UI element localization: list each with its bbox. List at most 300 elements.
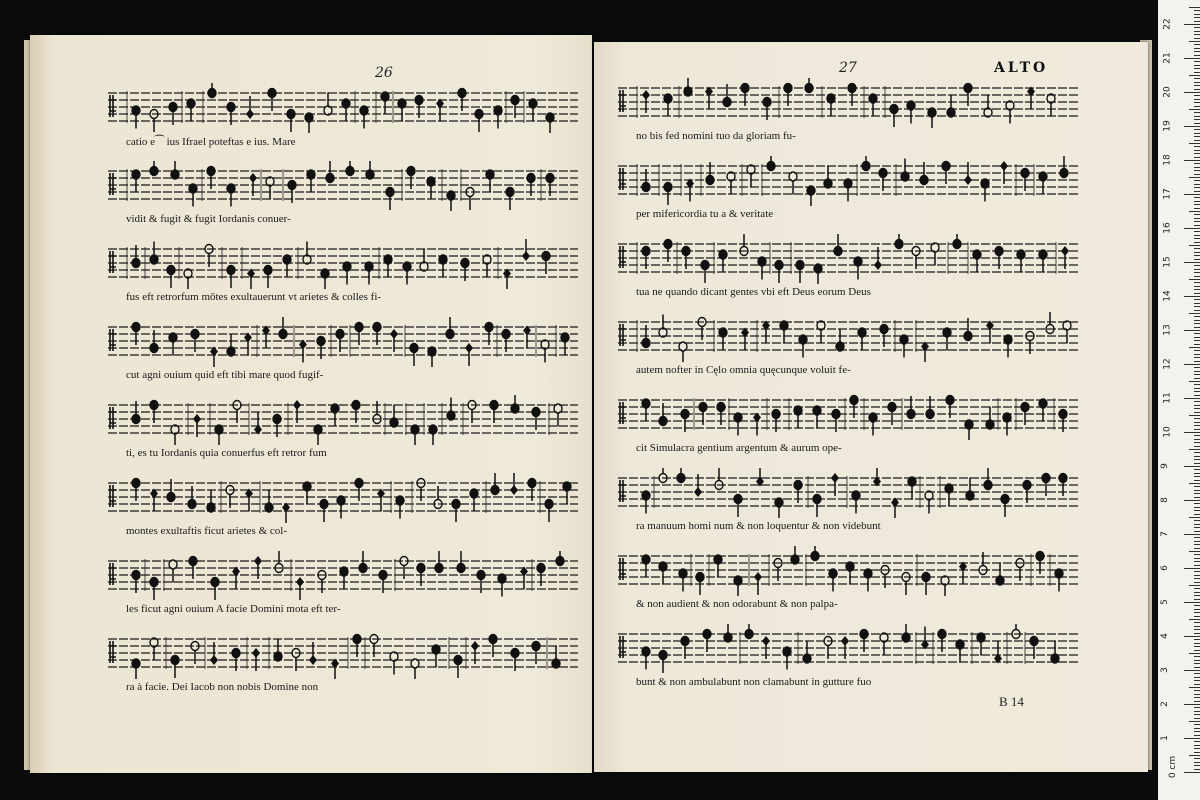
ruler-tick (1194, 425, 1200, 426)
music-note (679, 78, 692, 118)
music-note (536, 325, 549, 363)
music-note (817, 321, 825, 344)
ruler-tick (1194, 238, 1200, 239)
music-note (210, 403, 223, 445)
ruler-tick (1189, 177, 1200, 178)
ruler-number: 1 (1159, 735, 1170, 741)
music-note (740, 234, 748, 256)
ruler-tick (1194, 327, 1200, 328)
ruler-tick (1194, 554, 1200, 555)
ruler-tick (1184, 228, 1200, 229)
ruler-tick (1194, 476, 1200, 477)
voice-label: ALTO (994, 60, 1049, 76)
ruler-tick (1194, 14, 1200, 15)
ruler-tick (1194, 204, 1200, 205)
right-music-staff (618, 78, 1078, 128)
music-note (244, 333, 252, 356)
music-note (171, 161, 179, 179)
ruler-tick (1194, 520, 1200, 521)
ruler-tick (1194, 357, 1200, 358)
music-note (435, 551, 443, 573)
ruler-tick (1194, 293, 1200, 294)
music-note (714, 242, 727, 274)
ruler-tick (1194, 44, 1200, 45)
ruler-tick (1194, 633, 1200, 634)
ruler-tick (1194, 163, 1200, 164)
ruler-number: 11 (1162, 392, 1173, 404)
ruler-tick (1194, 588, 1200, 589)
music-note (406, 403, 419, 445)
left-lyric-line: fus eft retrorfum mōtes exultauerunt vt arietes & colles fi- (126, 291, 382, 303)
music-note (145, 559, 158, 600)
music-note (701, 162, 714, 196)
right-lyric-line: per mifericordia tu a & veritate (636, 208, 774, 220)
ruler-tick (1194, 242, 1200, 243)
ruler-number: 10 (1162, 426, 1173, 438)
left-music-staff (108, 395, 578, 445)
ruler-number: 21 (1162, 52, 1173, 64)
ruler-tick (1194, 65, 1200, 66)
music-note (677, 468, 685, 483)
ruler-tick (1194, 456, 1200, 457)
music-note (679, 342, 687, 362)
music-note (321, 269, 329, 289)
music-note (858, 328, 866, 351)
music-note (298, 242, 311, 280)
music-note (1050, 554, 1063, 592)
ruler-tick (1184, 772, 1200, 773)
ruler-tick (1194, 735, 1200, 736)
ruler-tick (1194, 259, 1200, 260)
music-note (563, 482, 571, 505)
music-note (943, 328, 951, 351)
music-note (179, 247, 192, 289)
music-note (959, 562, 967, 585)
ruler-tick (1184, 704, 1200, 705)
music-note (902, 624, 910, 642)
ruler-tick (1194, 684, 1200, 685)
ruler-number: 9 (1159, 463, 1170, 469)
left-page (30, 35, 592, 773)
music-note (1006, 101, 1014, 124)
right-music-staff (618, 312, 1078, 362)
music-note (232, 567, 240, 590)
ruler-tick (1194, 459, 1200, 460)
left-lyric-line: cut agni ouium quid eft tibi mare quod fugif- (126, 369, 324, 381)
music-note (470, 489, 478, 512)
music-note (483, 255, 491, 278)
ruler-tick (1194, 452, 1200, 453)
music-note (402, 167, 415, 202)
ruler-tick (1194, 612, 1200, 613)
music-note (1054, 398, 1067, 432)
left-music-staff (108, 629, 578, 679)
ruler-tick (1194, 510, 1200, 511)
ruler-tick (1194, 388, 1200, 389)
right-lyric-line: ra manuum homi num & non loquentur & non videbunt (636, 520, 881, 532)
ruler-tick (1184, 636, 1200, 637)
music-note (457, 551, 465, 573)
ruler-tick (1194, 769, 1200, 770)
music-note (691, 554, 704, 595)
ruler-tick (1189, 211, 1200, 212)
music-note (556, 325, 569, 357)
music-note (756, 468, 764, 487)
ruler-tick (1184, 568, 1200, 569)
music-note (727, 172, 735, 195)
ruler-tick (1194, 129, 1200, 130)
ruler-tick (1184, 534, 1200, 535)
ruler-tick (1184, 262, 1200, 263)
ruler-tick (1194, 697, 1200, 698)
ruler-tick (1189, 653, 1200, 654)
ruler-tick (1194, 752, 1200, 753)
ruler-tick (1194, 527, 1200, 528)
ruler-tick (1194, 667, 1200, 668)
ruler-tick (1194, 201, 1200, 202)
ruler-tick (1194, 153, 1200, 154)
ruler-number: 4 (1159, 633, 1170, 639)
ruler-tick (1194, 95, 1200, 96)
left-lyric-line: vidit & fugit & fugit Iordanis conuer- (126, 213, 291, 225)
music-note (770, 242, 783, 283)
music-note (659, 315, 667, 338)
music-note (348, 635, 361, 670)
ruler-tick (1189, 143, 1200, 144)
ruler-tick (1194, 578, 1200, 579)
music-note (1063, 321, 1071, 344)
ruler-tick (1189, 755, 1200, 756)
ruler-tick (1194, 140, 1200, 141)
ruler-tick (1184, 398, 1200, 399)
ruler-tick (1194, 486, 1200, 487)
music-note (522, 239, 530, 261)
ruler-tick (1194, 255, 1200, 256)
ruler-tick (1194, 235, 1200, 236)
ruler-tick (1194, 248, 1200, 249)
ruler-tick (1194, 367, 1200, 368)
ruler-tick (1194, 473, 1200, 474)
ruler-tick (1184, 432, 1200, 433)
music-note (283, 169, 296, 203)
music-note (715, 468, 723, 490)
ruler-tick (1194, 422, 1200, 423)
ruler-number: 13 (1162, 324, 1173, 336)
ruler-tick (1194, 656, 1200, 657)
music-note (428, 347, 436, 367)
music-note (171, 425, 179, 445)
music-note (307, 170, 315, 193)
music-note (753, 413, 761, 436)
ruler-number: 15 (1162, 256, 1173, 268)
ruler-tick (1189, 381, 1200, 382)
music-note (1027, 87, 1035, 110)
ruler-tick (1194, 55, 1200, 56)
ruler-tick (1194, 758, 1200, 759)
ruler-tick (1189, 551, 1200, 552)
ruler-tick (1184, 738, 1200, 739)
right-music-staff (618, 234, 1078, 284)
music-note (366, 161, 374, 179)
music-note (337, 496, 345, 519)
music-note (432, 645, 440, 668)
music-note (780, 321, 788, 344)
music-note (956, 640, 964, 663)
ruler-tick (1194, 741, 1200, 742)
ruler-tick (1184, 466, 1200, 467)
ruler-tick (1194, 265, 1200, 266)
music-note (405, 325, 418, 366)
left-lyric-line: ra à facie. Dei Iacob non nobis Domine non (126, 681, 319, 693)
ruler-tick (1194, 146, 1200, 147)
ruler-tick (1194, 701, 1200, 702)
ruler-tick (1194, 643, 1200, 644)
music-note (779, 84, 792, 119)
ruler-tick (1189, 619, 1200, 620)
music-note (127, 91, 140, 129)
music-note (933, 630, 946, 665)
ruler-tick (1194, 731, 1200, 732)
music-note (166, 637, 179, 678)
ruler-tick (1194, 728, 1200, 729)
ruler-tick (1194, 106, 1200, 107)
music-note (857, 156, 870, 196)
music-note (324, 93, 332, 116)
ruler-tick (1194, 371, 1200, 372)
ruler-tick (1194, 609, 1200, 610)
music-note (984, 468, 992, 490)
ruler-tick (1194, 680, 1200, 681)
right-lyric-line: autem nofter in Cęlo omnia quęcunque voluit fe- (636, 364, 851, 376)
music-note (740, 624, 753, 664)
music-note (222, 247, 235, 288)
music-note (282, 503, 290, 524)
music-note (403, 262, 411, 285)
ruler-tick (1194, 571, 1200, 572)
right-music-staff (618, 156, 1078, 206)
ruler-tick (1184, 670, 1200, 671)
right-music-staff (618, 624, 1078, 674)
ruler-tick (1194, 765, 1200, 766)
ruler-tick (1194, 208, 1200, 209)
music-note (1047, 94, 1055, 117)
ruler-tick (1189, 687, 1200, 688)
music-note (486, 473, 499, 513)
ruler-tick (1184, 194, 1200, 195)
ruler-tick (1194, 616, 1200, 617)
ruler-tick (1194, 599, 1200, 600)
music-note (928, 108, 936, 128)
right-lyric-line: tua ne quando dicant gentes vbi eft Deus eorum Deus (636, 286, 871, 298)
ruler-tick (1189, 449, 1200, 450)
music-note (390, 652, 398, 675)
ruler-tick (1194, 677, 1200, 678)
music-note (659, 562, 667, 585)
ruler-tick (1194, 276, 1200, 277)
ruler-tick (1194, 344, 1200, 345)
ruler-tick (1189, 7, 1200, 8)
ruler-number: 20 (1162, 86, 1173, 98)
music-note (807, 186, 815, 206)
ruler-tick (1194, 531, 1200, 532)
ruler-tick (1194, 102, 1200, 103)
music-note (729, 398, 742, 436)
ruler-tick (1194, 639, 1200, 640)
ruler-tick (1194, 136, 1200, 137)
right-music-staff (618, 546, 1078, 596)
music-note (424, 403, 437, 445)
left-music-staff (108, 161, 578, 211)
ruler-tick (1194, 269, 1200, 270)
music-note (996, 563, 1004, 586)
music-note (411, 659, 419, 679)
music-note (461, 169, 474, 210)
music-note (227, 334, 235, 357)
ruler-tick (1194, 592, 1200, 593)
ruler-tick (1189, 109, 1200, 110)
music-note (540, 481, 553, 522)
right-lyric-line: & non audient & non odorabunt & non palpa- (636, 598, 838, 610)
ruler-tick (1194, 354, 1200, 355)
ruler-tick (1189, 585, 1200, 586)
music-note (642, 399, 650, 422)
ruler-tick (1194, 303, 1200, 304)
music-note (829, 569, 837, 592)
ruler-tick (1194, 48, 1200, 49)
ruler-tick (1194, 116, 1200, 117)
music-note (813, 406, 821, 429)
music-note (498, 574, 506, 597)
ruler-tick (1194, 361, 1200, 362)
music-note (340, 567, 348, 590)
ruler-tick (1194, 51, 1200, 52)
music-note (854, 257, 862, 280)
ruler-tick (1194, 646, 1200, 647)
ruler-tick (1194, 718, 1200, 719)
music-note (724, 624, 732, 642)
music-note (814, 264, 822, 284)
music-note (365, 262, 373, 285)
ruler-tick (1194, 626, 1200, 627)
music-note (245, 489, 253, 512)
music-note (1039, 250, 1047, 273)
right-lyric-line: bunt & non ambulabunt non clamabunt in gutture fuo (636, 676, 872, 688)
music-note (279, 317, 287, 339)
ruler-number: 17 (1162, 188, 1173, 200)
ruler-tick (1194, 762, 1200, 763)
ruler-tick (1194, 218, 1200, 219)
ruler-tick (1194, 316, 1200, 317)
ruler-tick (1194, 707, 1200, 708)
ruler-tick (1194, 629, 1200, 630)
ruler-number: 14 (1162, 290, 1173, 302)
music-note (734, 576, 742, 596)
ruler-tick (1194, 745, 1200, 746)
music-note (1051, 641, 1059, 664)
left-lyric-line: les ficut agni ouium A facie Domini mota eft ter- (126, 603, 341, 615)
music-note (941, 576, 949, 596)
ruler-tick (1194, 123, 1200, 124)
left-lyric-line: catio e⁀ ius Ifrael poteftas e ius. Mare (126, 136, 296, 148)
music-note (808, 476, 821, 517)
music-note (436, 99, 444, 122)
music-note (783, 647, 791, 670)
music-note (150, 638, 158, 661)
music-note (331, 404, 339, 427)
ruler-tick (1194, 541, 1200, 542)
ruler-tick (1194, 174, 1200, 175)
ruler-tick (1194, 412, 1200, 413)
ruler-tick (1189, 41, 1200, 42)
ruler-tick (1194, 214, 1200, 215)
left-music-staff (108, 473, 578, 523)
music-note (920, 476, 933, 514)
ruler-tick (1194, 446, 1200, 447)
music-note (524, 91, 537, 123)
ruler-tick (1194, 337, 1200, 338)
ruler-number: 6 (1159, 565, 1170, 571)
ruler-tick (1194, 503, 1200, 504)
music-note (916, 320, 929, 362)
music-note (546, 113, 554, 133)
music-note (169, 333, 177, 356)
music-note (210, 347, 218, 368)
ruler-tick (1194, 429, 1200, 430)
ruler-number: 5 (1159, 599, 1170, 605)
ruler-tick (1189, 75, 1200, 76)
music-note (342, 99, 350, 122)
music-note (442, 398, 455, 436)
music-note (791, 242, 804, 283)
music-note (305, 113, 313, 133)
ruler-tick (1189, 313, 1200, 314)
ruler-tick (1194, 605, 1200, 606)
ruler-tick (1194, 85, 1200, 86)
music-note (681, 164, 694, 202)
ruler-tick (1189, 517, 1200, 518)
ruler-tick (1194, 408, 1200, 409)
music-note (520, 567, 528, 590)
ruler-tick (1194, 544, 1200, 545)
music-note (132, 659, 140, 679)
ruler-tick (1194, 27, 1200, 28)
ruler-tick (1194, 323, 1200, 324)
ruler-tick (1194, 333, 1200, 334)
music-note (749, 554, 762, 595)
ruler-tick (1184, 58, 1200, 59)
ruler-tick (1194, 537, 1200, 538)
music-note (291, 559, 304, 600)
ruler-tick (1189, 347, 1200, 348)
music-note (789, 172, 797, 195)
right-music-staff (618, 390, 1078, 440)
music-note (659, 164, 672, 205)
music-note (242, 247, 255, 289)
music-note (891, 498, 899, 519)
ruler-tick (1184, 500, 1200, 501)
left-music-staff (108, 551, 578, 601)
music-note (642, 491, 650, 514)
music-note (931, 243, 939, 266)
music-note (642, 647, 650, 670)
music-note (391, 481, 404, 519)
music-note (968, 242, 981, 274)
ruler-tick (1194, 68, 1200, 69)
music-note (806, 546, 819, 586)
ruler-tick (1194, 748, 1200, 749)
music-note (412, 479, 425, 514)
music-note (207, 490, 215, 513)
